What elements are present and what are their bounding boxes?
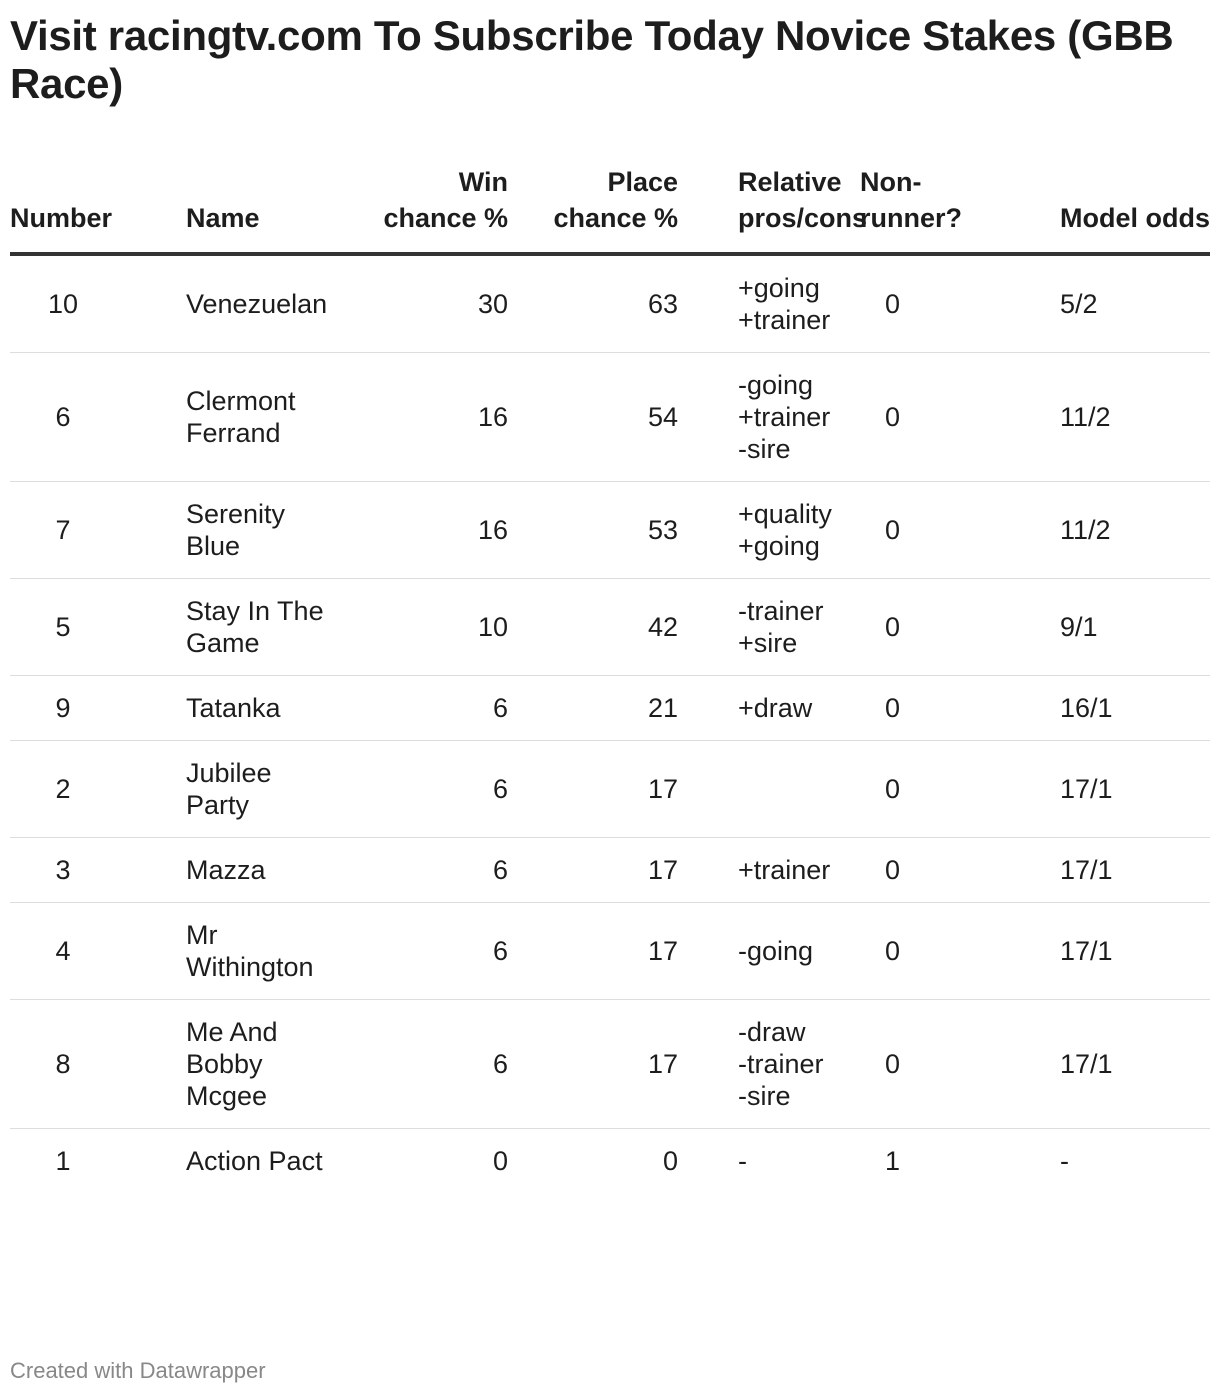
header-win-chance[interactable]: Win chance % xyxy=(360,164,514,254)
cell-place-chance: 17 xyxy=(514,903,684,1000)
credit-footer: Created with Datawrapper xyxy=(10,1358,266,1383)
cell-pros-cons xyxy=(684,254,860,353)
cell-number: 9 xyxy=(10,676,186,741)
header-place-chance[interactable]: Place chance % xyxy=(514,164,684,254)
cell-name: Me And Bobby Mcgee xyxy=(186,1000,360,1129)
cell-name: Tatanka xyxy=(186,676,360,741)
cell-win-chance: 6 xyxy=(360,676,514,741)
cell-number: 3 xyxy=(10,838,186,903)
header-model-odds[interactable]: Model odds xyxy=(1060,164,1210,254)
cell-name: Stay In The Game xyxy=(186,579,360,676)
cell-number: 6 xyxy=(10,353,186,482)
cell-name: Jubilee Party xyxy=(186,741,360,838)
cell-pros-cons xyxy=(684,676,860,741)
cell-number: 8 xyxy=(10,1000,186,1129)
pros-cons-item: -trainer xyxy=(738,1049,824,1079)
table-header xyxy=(10,164,1210,254)
table-row xyxy=(10,838,1210,903)
cell-model-odds: 17/1 xyxy=(1060,1000,1210,1129)
cell-non-runner: 0 xyxy=(860,482,1060,579)
odds-table xyxy=(10,164,1210,1193)
cell-non-runner: 0 xyxy=(860,741,1060,838)
cell-win-chance: 6 xyxy=(360,838,514,903)
pros-cons-item: -draw xyxy=(738,1017,806,1047)
cell-place-chance: 42 xyxy=(514,579,684,676)
cell-number: 2 xyxy=(10,741,186,838)
cell-win-chance: 10 xyxy=(360,579,514,676)
table-row xyxy=(10,1129,1210,1194)
odds-table-container xyxy=(10,164,1210,1193)
table-row xyxy=(10,254,1210,353)
cell-name: Venezuelan xyxy=(186,254,360,353)
cell-pros-cons xyxy=(684,353,860,482)
cell-place-chance: 17 xyxy=(514,741,684,838)
cell-model-odds: 16/1 xyxy=(1060,676,1210,741)
table-row xyxy=(10,579,1210,676)
pros-cons-item: -trainer xyxy=(738,596,824,626)
pros-cons-item: -sire xyxy=(738,1081,791,1111)
cell-number: 7 xyxy=(10,482,186,579)
cell-place-chance: 53 xyxy=(514,482,684,579)
header-non-runner[interactable]: Non-runner? xyxy=(860,164,1060,254)
pros-cons-item: +draw xyxy=(738,693,813,723)
cell-name: Serenity Blue xyxy=(186,482,360,579)
cell-place-chance: 0 xyxy=(662,1146,678,1176)
cell-pros-cons xyxy=(684,1129,860,1194)
cell-name: Mazza xyxy=(186,838,360,903)
cell-win-chance: 0 xyxy=(492,1146,508,1176)
cell-win-chance: 30 xyxy=(360,254,514,353)
cell-number: 10 xyxy=(10,254,186,353)
pros-cons-item: +trainer xyxy=(738,402,831,432)
header-row xyxy=(10,164,1210,254)
cell-win-chance: 16 xyxy=(360,353,514,482)
pros-cons-item: -going xyxy=(738,370,814,400)
cell-pros-cons xyxy=(684,482,860,579)
header-name[interactable]: Name xyxy=(186,164,360,254)
cell-name: Mr Withington xyxy=(186,903,360,1000)
cell-non-runner: 0 xyxy=(860,676,1060,741)
cell-non-runner: 0 xyxy=(860,579,1060,676)
table-row xyxy=(10,1000,1210,1129)
cell-name: Action Pact xyxy=(186,1146,323,1176)
cell-model-odds: 9/1 xyxy=(1060,579,1210,676)
cell-pros-cons xyxy=(684,903,860,1000)
cell-model-odds: - xyxy=(1060,1146,1069,1176)
cell-place-chance: 17 xyxy=(514,1000,684,1129)
cell-non-runner: 0 xyxy=(860,254,1060,353)
cell-non-runner: 1 xyxy=(884,1146,900,1176)
cell-place-chance: 54 xyxy=(514,353,684,482)
cell-model-odds: 17/1 xyxy=(1060,903,1210,1000)
table-row xyxy=(10,676,1210,741)
pros-cons-item: +going xyxy=(738,531,820,561)
table-row xyxy=(10,741,1210,838)
table-row xyxy=(10,903,1210,1000)
cell-number: 1 xyxy=(55,1146,71,1176)
header-pros-cons[interactable]: Relative pros/cons xyxy=(684,164,860,254)
pros-cons-item: +going xyxy=(738,273,820,303)
cell-non-runner: 0 xyxy=(860,903,1060,1000)
cell-place-chance: 17 xyxy=(514,838,684,903)
pros-cons-item: +trainer xyxy=(738,305,831,335)
cell-pros-cons xyxy=(684,1000,860,1129)
cell-win-chance: 6 xyxy=(360,741,514,838)
pros-cons-item: - xyxy=(738,1146,747,1176)
cell-model-odds: 11/2 xyxy=(1060,482,1210,579)
table-row xyxy=(10,482,1210,579)
pros-cons-item: +quality xyxy=(738,499,832,529)
table-body xyxy=(10,254,1210,1193)
cell-number: 5 xyxy=(10,579,186,676)
pros-cons-item: -sire xyxy=(738,434,791,464)
pros-cons-item: +trainer xyxy=(738,855,831,885)
cell-non-runner: 0 xyxy=(860,353,1060,482)
table-row xyxy=(10,353,1210,482)
cell-name: Clermont Ferrand xyxy=(186,353,360,482)
cell-place-chance: 63 xyxy=(514,254,684,353)
cell-model-odds: 17/1 xyxy=(1060,838,1210,903)
cell-number: 4 xyxy=(10,903,186,1000)
cell-model-odds: 17/1 xyxy=(1060,741,1210,838)
cell-win-chance: 6 xyxy=(360,1000,514,1129)
cell-place-chance: 21 xyxy=(514,676,684,741)
cell-pros-cons xyxy=(684,741,860,838)
cell-non-runner: 0 xyxy=(860,1000,1060,1129)
header-number[interactable]: Number xyxy=(10,164,186,254)
cell-pros-cons xyxy=(684,579,860,676)
pros-cons-item: -going xyxy=(738,936,814,966)
cell-win-chance: 16 xyxy=(360,482,514,579)
cell-model-odds: 11/2 xyxy=(1060,353,1210,482)
cell-win-chance: 6 xyxy=(360,903,514,1000)
page-title: Visit racingtv.com To Subscribe Today Novice Stakes (GBB Race) xyxy=(10,12,1174,107)
cell-non-runner: 0 xyxy=(860,838,1060,903)
cell-pros-cons xyxy=(684,838,860,903)
cell-model-odds: 5/2 xyxy=(1060,254,1210,353)
pros-cons-item: +sire xyxy=(738,628,798,658)
